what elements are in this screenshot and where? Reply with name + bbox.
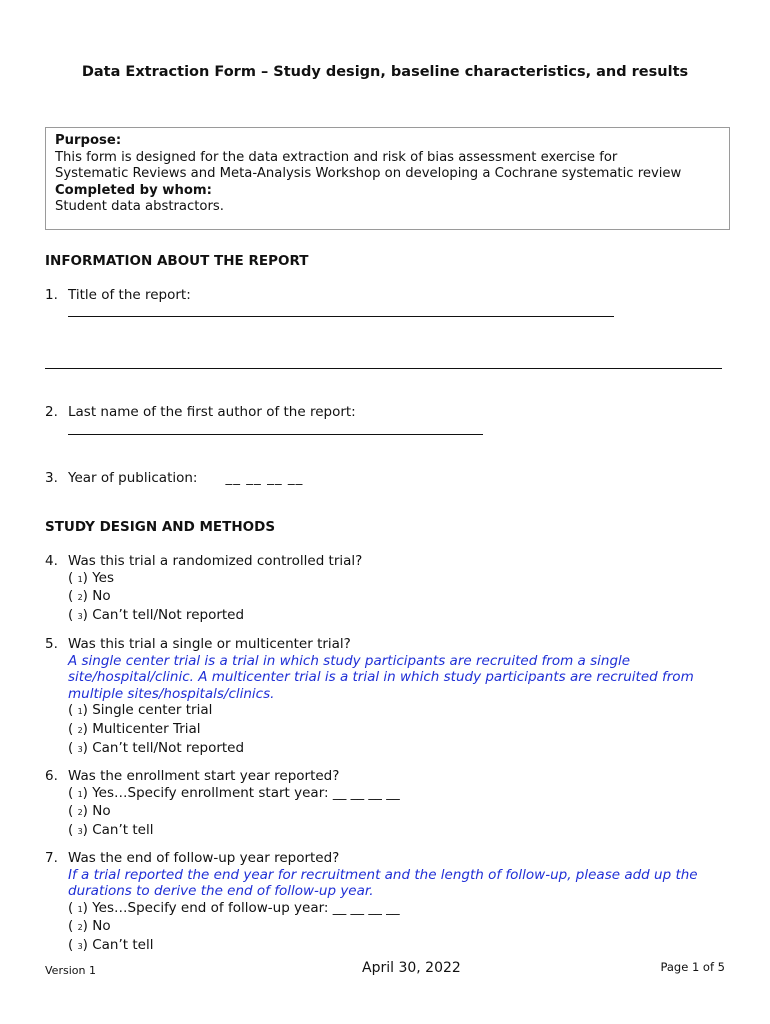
footer-date: April 30, 2022	[362, 960, 461, 976]
year-blank-field[interactable]: __ __ __ __	[225, 470, 304, 486]
option-code: 1	[77, 574, 83, 584]
completed-by-text: Student data abstractors.	[55, 199, 224, 215]
question-4	[45, 553, 735, 625]
option-code: 3	[77, 826, 83, 836]
question-7	[45, 850, 735, 956]
option-multicenter[interactable]	[68, 721, 735, 740]
purpose-line-2: Systematic Reviews and Meta-Analysis Workshop on developing a Cochrane systematic review	[55, 166, 682, 182]
title-answer-line-1[interactable]	[68, 316, 614, 317]
question-text: Was this trial a single or multicenter trial?	[68, 636, 351, 652]
option-bracket: (	[68, 588, 78, 605]
option-code: 2	[77, 725, 83, 735]
question-text: Last name of the first author of the report:	[68, 404, 356, 420]
purpose-box	[45, 127, 730, 230]
question-6	[45, 768, 735, 840]
question-text: Was the enrollment start year reported?	[68, 768, 340, 784]
option-bracket: (	[68, 936, 78, 953]
option-code: 1	[77, 904, 83, 914]
question-1	[45, 287, 735, 304]
option-label: ) Multicenter Trial	[82, 720, 201, 737]
option-bracket: (	[68, 569, 78, 586]
option-code: 2	[77, 923, 83, 933]
question-5	[45, 636, 735, 758]
question-number: 5.	[45, 636, 58, 652]
option-label: ) Can’t tell/Not reported	[82, 606, 245, 623]
option-code: 2	[77, 808, 83, 818]
option-bracket: (	[68, 899, 78, 916]
question-hint-line-1: If a trial reported the end year for recruitment and the length of follow-up, please add up the	[68, 866, 698, 883]
option-code: 1	[77, 789, 83, 799]
question-number: 7.	[45, 850, 58, 866]
question-number: 4.	[45, 553, 58, 569]
question-3	[45, 470, 735, 487]
option-bracket: (	[68, 918, 78, 935]
option-code: 3	[77, 744, 83, 754]
question-hint-line-2: durations to derive the end of follow-up year.	[68, 883, 374, 900]
section-heading-report-info: INFORMATION ABOUT THE REPORT	[45, 253, 309, 269]
option-code: 3	[77, 611, 83, 621]
option-bracket: (	[68, 784, 78, 801]
option-code: 3	[77, 941, 83, 951]
author-answer-line[interactable]	[68, 434, 483, 435]
option-yes[interactable]	[68, 570, 735, 589]
option-code: 1	[77, 707, 83, 717]
question-number: 2.	[45, 404, 58, 420]
option-code: 2	[77, 593, 83, 603]
question-number: 3.	[45, 470, 58, 486]
question-number: 6.	[45, 768, 58, 784]
purpose-label: Purpose:	[55, 133, 122, 148]
option-single-center[interactable]	[68, 702, 735, 721]
document-title: Data Extraction Form – Study design, baseline characteristics, and results	[81, 64, 689, 80]
purpose-line-1: This form is designed for the data extraction and risk of bias assessment exercise for	[55, 149, 618, 165]
option-bracket: (	[68, 821, 78, 838]
option-label: ) Yes…Specify enrollment start year: __ __ __ __	[82, 784, 400, 801]
option-yes-specify[interactable]	[68, 785, 735, 804]
option-label: ) Can’t tell/Not reported	[82, 739, 245, 756]
option-bracket: (	[68, 739, 78, 756]
option-cant-tell[interactable]	[68, 822, 735, 841]
option-cant-tell[interactable]	[68, 607, 735, 626]
option-label: ) No	[82, 803, 111, 820]
section-heading-study-design: STUDY DESIGN AND METHODS	[45, 519, 276, 535]
question-text: Title of the report:	[68, 287, 191, 303]
option-no[interactable]	[68, 588, 735, 607]
question-hint-line-3: multiple sites/hospitals/clinics.	[68, 685, 275, 702]
option-label: ) Can’t tell	[82, 936, 154, 953]
option-bracket: (	[68, 702, 78, 719]
option-label: ) Single center trial	[82, 702, 213, 719]
option-no[interactable]	[68, 803, 735, 822]
option-cant-tell[interactable]	[68, 740, 735, 759]
option-label: ) Yes	[82, 569, 115, 586]
option-bracket: (	[68, 720, 78, 737]
option-label: ) Yes…Specify end of follow-up year: __ __ __ __	[82, 899, 400, 916]
option-bracket: (	[68, 803, 78, 820]
question-text: Year of publication:	[68, 470, 198, 486]
option-bracket: (	[68, 606, 78, 623]
footer-version: Version 1	[45, 964, 96, 977]
option-no[interactable]	[68, 918, 735, 937]
option-label: ) No	[82, 588, 111, 605]
question-text: Was this trial a randomized controlled trial?	[68, 553, 363, 569]
question-hint-line-2: site/hospital/clinic. A multicenter trial is a trial in which study participants are recruited from	[68, 669, 694, 686]
question-hint-line-1: A single center trial is a trial in which study participants are recruited from a single	[68, 652, 631, 669]
option-label: ) No	[82, 918, 111, 935]
footer-page-number: Page 1 of 5	[660, 960, 725, 974]
option-yes-specify[interactable]	[68, 900, 735, 919]
option-label: ) Can’t tell	[82, 821, 154, 838]
option-cant-tell[interactable]	[68, 937, 735, 956]
question-number: 1.	[45, 287, 58, 303]
question-text: Was the end of follow-up year reported?	[68, 850, 340, 866]
title-answer-line-2[interactable]	[45, 368, 722, 369]
question-2	[45, 404, 735, 421]
completed-by-label: Completed by whom:	[55, 182, 212, 198]
